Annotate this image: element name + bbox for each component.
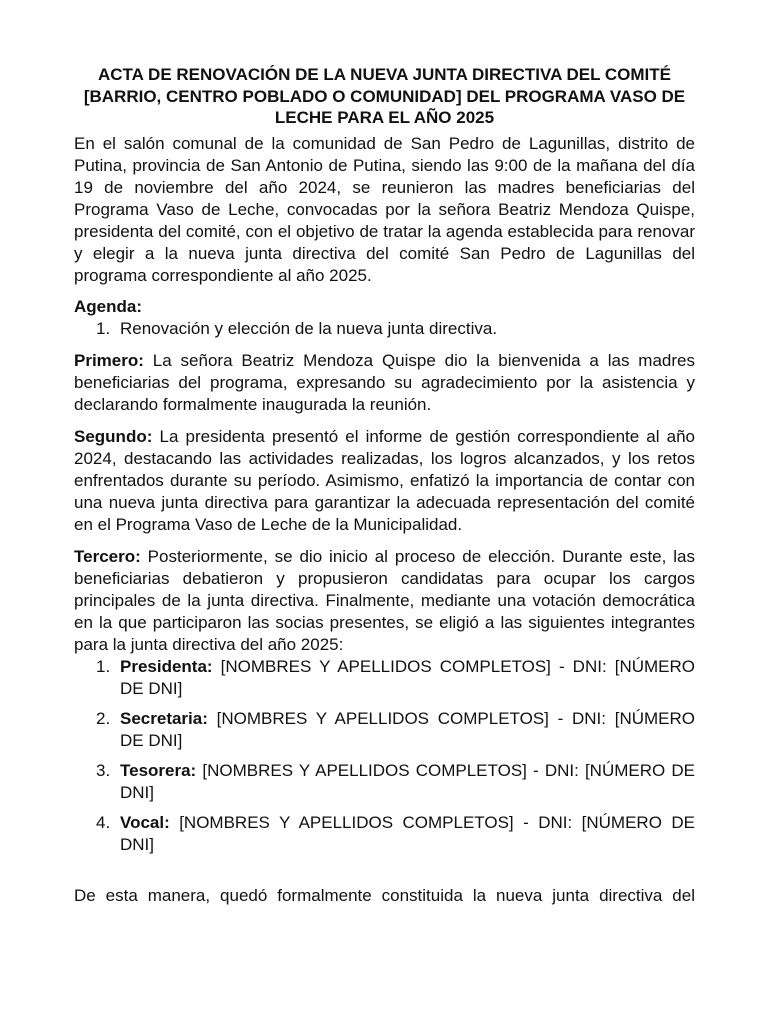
agenda-heading — [74, 296, 695, 318]
member-item-tesorera — [74, 760, 695, 804]
member-item-secretaria — [74, 708, 695, 752]
segundo-text: La presidenta presentó el informe de gestión correspondiente al año 2024, destacando las actividades realizadas, los logros alcanzados, y los retos enfrentados durante su período. Asimismo, enfatizó la importancia de contar con una nueva junta directiva para garantizar la adecuada representación del comité en el Programa Vaso de Leche de la Municipalidad. — [74, 426, 695, 534]
member-item-vocal — [74, 812, 695, 856]
agenda-list — [74, 318, 695, 340]
document-title: ACTA DE RENOVACIÓN DE LA NUEVA JUNTA DIRECTIVA DEL COMITÉ [BARRIO, CENTRO POBLADO O COMUNIDAD] DEL PROGRAMA VASO DE LECHE PARA EL AÑO 2025 — [83, 65, 686, 127]
agenda-heading-label: Agenda: — [74, 296, 142, 316]
primero-label: Primero: — [74, 350, 144, 370]
segundo-label: Segundo: — [74, 426, 153, 446]
member-details: [NOMBRES Y APELLIDOS COMPLETOS] - DNI: [NÚMERO DE DNI] — [120, 656, 695, 698]
member-number: 3. — [96, 760, 111, 780]
intro-paragraph: En el salón comunal de la comunidad de San Pedro de Lagunillas, distrito de Putina, provincia de San Antonio de Putina, siendo las 9:00 de la mañana del día 19 de noviembre del año 2024, se reunieron las madres beneficiarias del Programa Vaso de Leche, convocadas por la señora Beatriz Mendoza Quispe, presidenta del comité, con el objetivo de tratar la agenda establecida para renovar y elegir a la nueva junta directiva del comité San Pedro de Lagunillas del programa correspondiente al año 2025. — [74, 133, 695, 285]
member-list — [74, 656, 695, 856]
member-number: 2. — [96, 708, 111, 728]
member-number: 4. — [96, 812, 111, 832]
member-number: 1. — [96, 656, 111, 676]
tercero-paragraph — [74, 546, 695, 656]
primero-text: La señora Beatriz Mendoza Quispe dio la bienvenida a las madres beneficiarias del programa, expresando su agradecimiento por la asistencia y declarando formalmente inaugurada la reunión. — [74, 350, 695, 414]
member-item-presidenta — [74, 656, 695, 700]
tercero-text: Posteriormente, se dio inicio al proceso de elección. Durante este, las beneficiarias debatieron y propusieron candidatas para ocupar los cargos principales de la junta directiva. Finalmente, mediante una votación democrática en la que participaron las socias presentes, se eligió a las siguientes integrantes para la junta directiva del año 2025: — [74, 546, 695, 654]
agenda-item-number: 1. — [96, 318, 111, 338]
agenda-item — [74, 318, 695, 340]
primero-paragraph — [74, 350, 695, 416]
member-role: Tesorera: — [120, 760, 197, 780]
agenda-item-text: Renovación y elección de la nueva junta directiva. — [120, 318, 498, 338]
member-details: [NOMBRES Y APELLIDOS COMPLETOS] - DNI: [NÚMERO DE DNI] — [120, 812, 695, 854]
member-role: Presidenta: — [120, 656, 213, 676]
member-role: Secretaria: — [120, 708, 208, 728]
closing-paragraph: De esta manera, quedó formalmente constituida la nueva junta directiva del — [74, 885, 695, 905]
member-details: [NOMBRES Y APELLIDOS COMPLETOS] - DNI: [NÚMERO DE DNI] — [120, 708, 695, 750]
document-page — [74, 64, 695, 907]
member-role: Vocal: — [120, 812, 170, 832]
member-details: [NOMBRES Y APELLIDOS COMPLETOS] - DNI: [NÚMERO DE DNI] — [120, 760, 695, 802]
tercero-label: Tercero: — [74, 546, 141, 566]
segundo-paragraph — [74, 426, 695, 536]
